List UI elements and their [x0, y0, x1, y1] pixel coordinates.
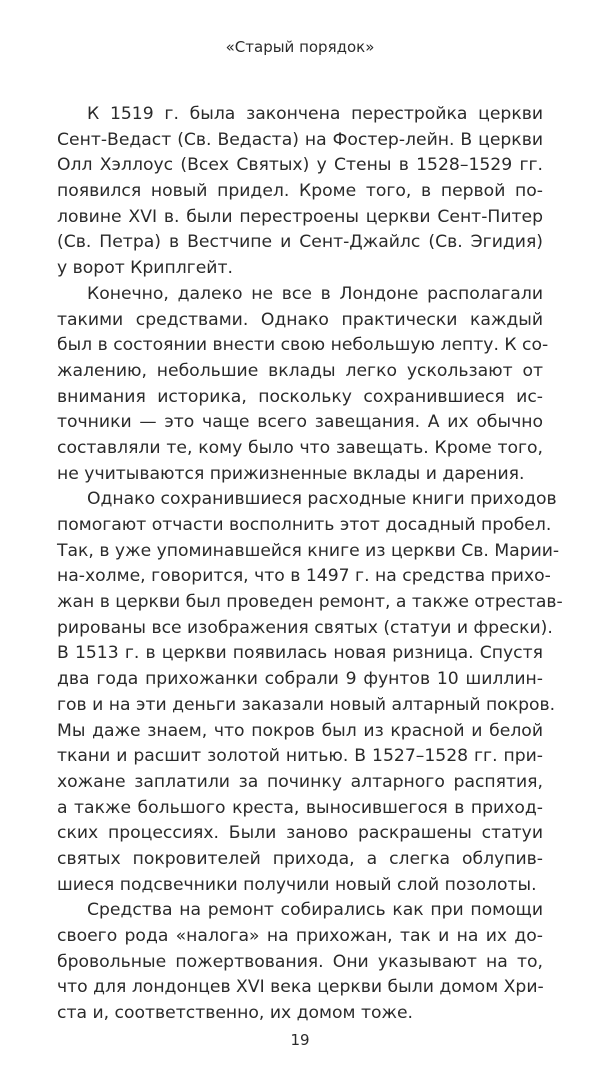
- text-line: Однако сохранившиеся расходные книги приходов: [87, 489, 557, 510]
- text-line: жан в церкви был проведен ремонт, а также отрестав-: [57, 592, 563, 613]
- text-line: Олл Хэллоус (Всех Святых) у Стены в 1528–1529 гг.: [57, 155, 543, 176]
- text-line: внимания историка, поскольку сохранившиеся ис-: [57, 386, 543, 407]
- text-line: святых покровителей прихода, а слегка облупив-: [57, 848, 543, 869]
- text-line: помогают отчасти восполнить этот досадный пробел.: [57, 515, 552, 535]
- text-line: у ворот Криплгейт.: [57, 258, 233, 279]
- page-number: 19: [290, 1031, 310, 1049]
- paragraph: [57, 102, 543, 282]
- paragraph: [57, 898, 543, 1026]
- text-line: Конечно, далеко не все в Лондоне располагали: [87, 283, 543, 304]
- text-line: на-холме, говорится, что в 1497 г. на средства прихо-: [57, 566, 551, 587]
- paragraph: [57, 487, 563, 898]
- running-header: «Старый порядок»: [225, 38, 375, 56]
- text-line: Мы даже знаем, что покров был из красной и белой: [57, 720, 543, 741]
- text-line: а также большого креста, выносившегося в приход-: [57, 797, 543, 818]
- text-line: ских процессиях. Были заново раскрашены статуи: [57, 823, 543, 844]
- text-line: В 1513 г. в церкви появилась новая ризница. Спустя: [57, 643, 543, 664]
- text-line: два года прихожанки собрали 9 фунтов 10 шиллин-: [57, 669, 543, 690]
- text-line: шиеся подсвечники получили новый слой позолоты.: [57, 874, 537, 895]
- text-line: составляли те, кому было что завещать. Кроме того,: [57, 437, 543, 458]
- text-line: ста и, соответственно, их домом тоже.: [57, 1003, 414, 1024]
- text-line: Сент-Ведаст (Св. Ведаста) на Фостер-лейн. В церкви: [57, 129, 543, 150]
- text-line: не учитываются прижизненные вклады и дарения.: [57, 463, 525, 484]
- text-line: жалению, небольшие вклады легко ускользают от: [57, 360, 543, 381]
- text-line: гов и на эти деньги заказали новый алтарный покров.: [57, 694, 556, 715]
- text-line: ткани и расшит золотой нитью. В 1527–1528 гг. при-: [57, 746, 543, 767]
- text-line: Так, в уже упоминавшейся книге из церкви Св. Марии-: [57, 540, 560, 561]
- text-line: своего рода «налога» на прихожан, так и на их до-: [57, 926, 543, 946]
- text-line: бровольные пожертвования. Они указывают на то,: [57, 951, 543, 972]
- text-line: Средства на ремонт собирались как при помощи: [87, 900, 543, 921]
- text-line: рированы все изображения святых (статуи и фрески).: [57, 617, 553, 638]
- text-line: ловине XVI в. были перестроены церкви Сент-Питер: [57, 206, 543, 227]
- text-line: точники — это чаще всего завещания. А их обычно: [57, 412, 543, 433]
- text-line: К 1519 г. была закончена перестройка церкви: [87, 104, 543, 124]
- text-line: хожане заплатили за починку алтарного распятия,: [57, 771, 543, 792]
- text-line: был в состоянии внести свою небольшую лепту. К со-: [57, 335, 549, 356]
- text-line: такими средствами. Однако практически каждый: [57, 309, 543, 330]
- paragraph: [57, 282, 549, 488]
- page-body-text: [57, 102, 563, 1027]
- text-line: появился новый придел. Кроме того, в первой по-: [57, 181, 543, 202]
- text-line: (Св. Петра) в Вестчипе и Сент-Джайлс (Св. Эгидия): [57, 232, 543, 253]
- text-line: что для лондонцев XVI века церкви были домом Хри-: [57, 977, 544, 998]
